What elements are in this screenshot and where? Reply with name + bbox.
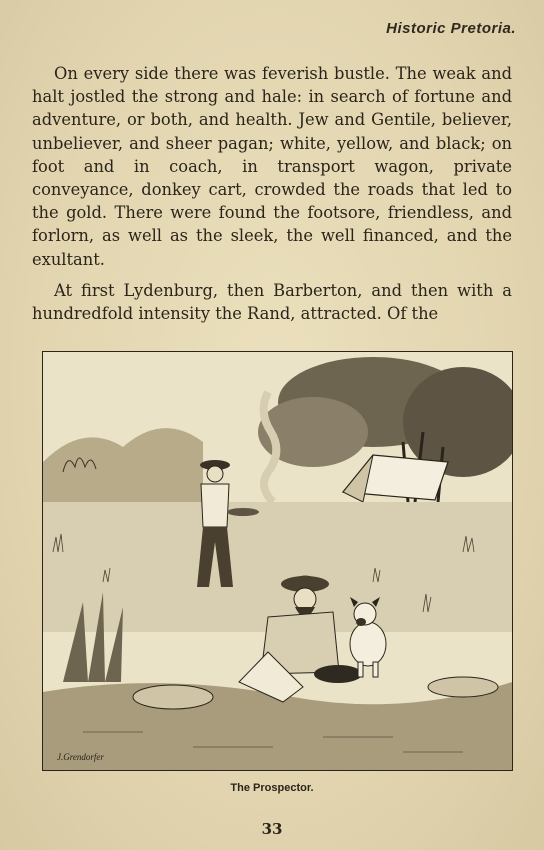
prospector-illustration	[42, 351, 513, 771]
running-head: Historic Pretoria.	[386, 20, 516, 37]
artist-signature: J.Grendorfer	[57, 752, 104, 762]
paragraph-1: On every side there was feverish bustle. The weak and halt jostled the strong and hale: in search of fortune and adventure, or both, and health. Jew and Gentile, believer, unbeliever, and sheer pagan; white, yellow, and black; on foot and in coach, in transport wagon, private conveyance, donkey cart, crowded the roads that led to the gold. There were found the footsore, friendless, and forlorn, as well as the sleek, the well financed, and the exultant.	[32, 64, 512, 269]
body-text	[32, 62, 512, 333]
paragraph-2: At first Lydenburg, then Barberton, and then with a hundredfold intensity the Rand, attracted. Of the	[32, 280, 512, 324]
figure-caption: The Prospector.	[230, 782, 314, 794]
page-number: 33	[261, 820, 283, 838]
